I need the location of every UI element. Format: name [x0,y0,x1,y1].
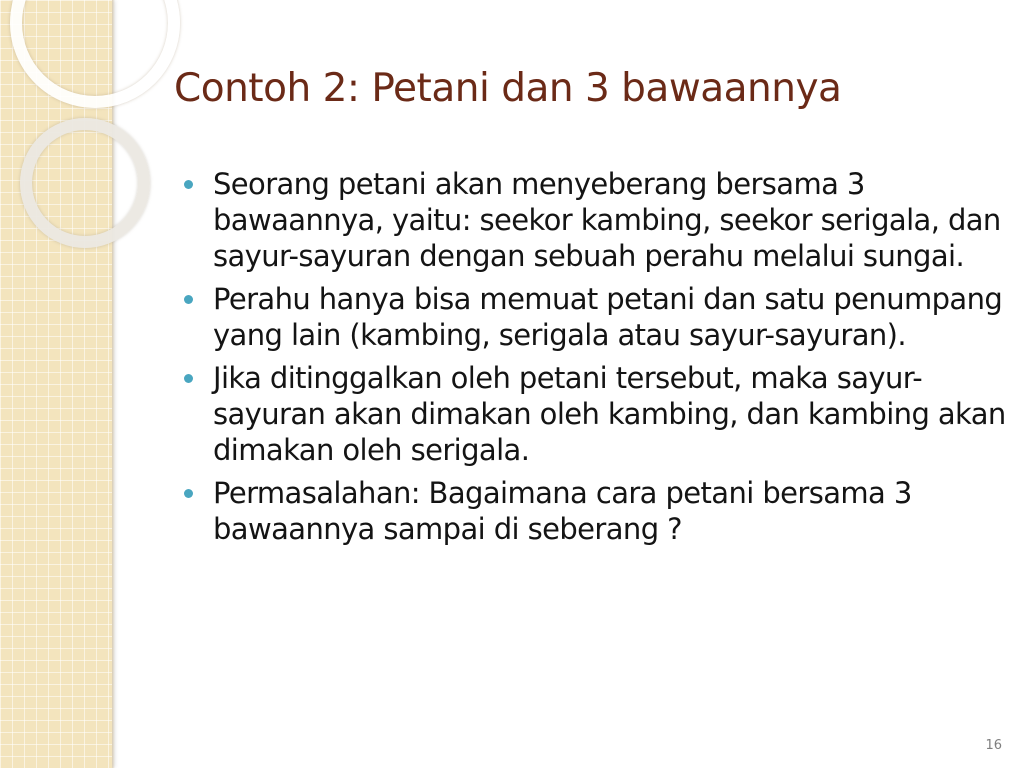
bullet-item [180,281,1010,353]
bullet-marker-icon [184,489,193,498]
bullet-text: Jika ditinggalkan oleh petani tersebut, maka sayur-sayuran akan dimakan oleh kambing, dan kambing akan dimakan oleh serigala. [213,361,1006,467]
decorative-ring-middle [20,118,150,248]
bullet-item [180,166,1010,274]
bullet-list [180,166,1010,554]
bullet-marker-icon [184,295,193,304]
slide-title: Contoh 2: Petani dan 3 bawaannya [174,66,842,111]
bullet-marker-icon [184,180,193,189]
bullet-text: Seorang petani akan menyeberang bersama 3 bawaannya, yaitu: seekor kambing, seekor serigala, dan sayur-sayuran dengan sebuah perahu melalui sungai. [213,167,1001,273]
sidebar-edge-shadow [112,0,115,768]
bullet-text: Perahu hanya bisa memuat petani dan satu penumpang yang lain (kambing, serigala atau sayur-sayuran). [213,282,1003,352]
bullet-item [180,360,1010,468]
decorative-sidebar [0,0,112,768]
page-number: 16 [985,738,1002,753]
bullet-text: Permasalahan: Bagaimana cara petani bersama 3 bawaannya sampai di seberang ? [213,476,912,546]
bullet-item [180,475,1010,547]
bullet-marker-icon [184,374,193,383]
